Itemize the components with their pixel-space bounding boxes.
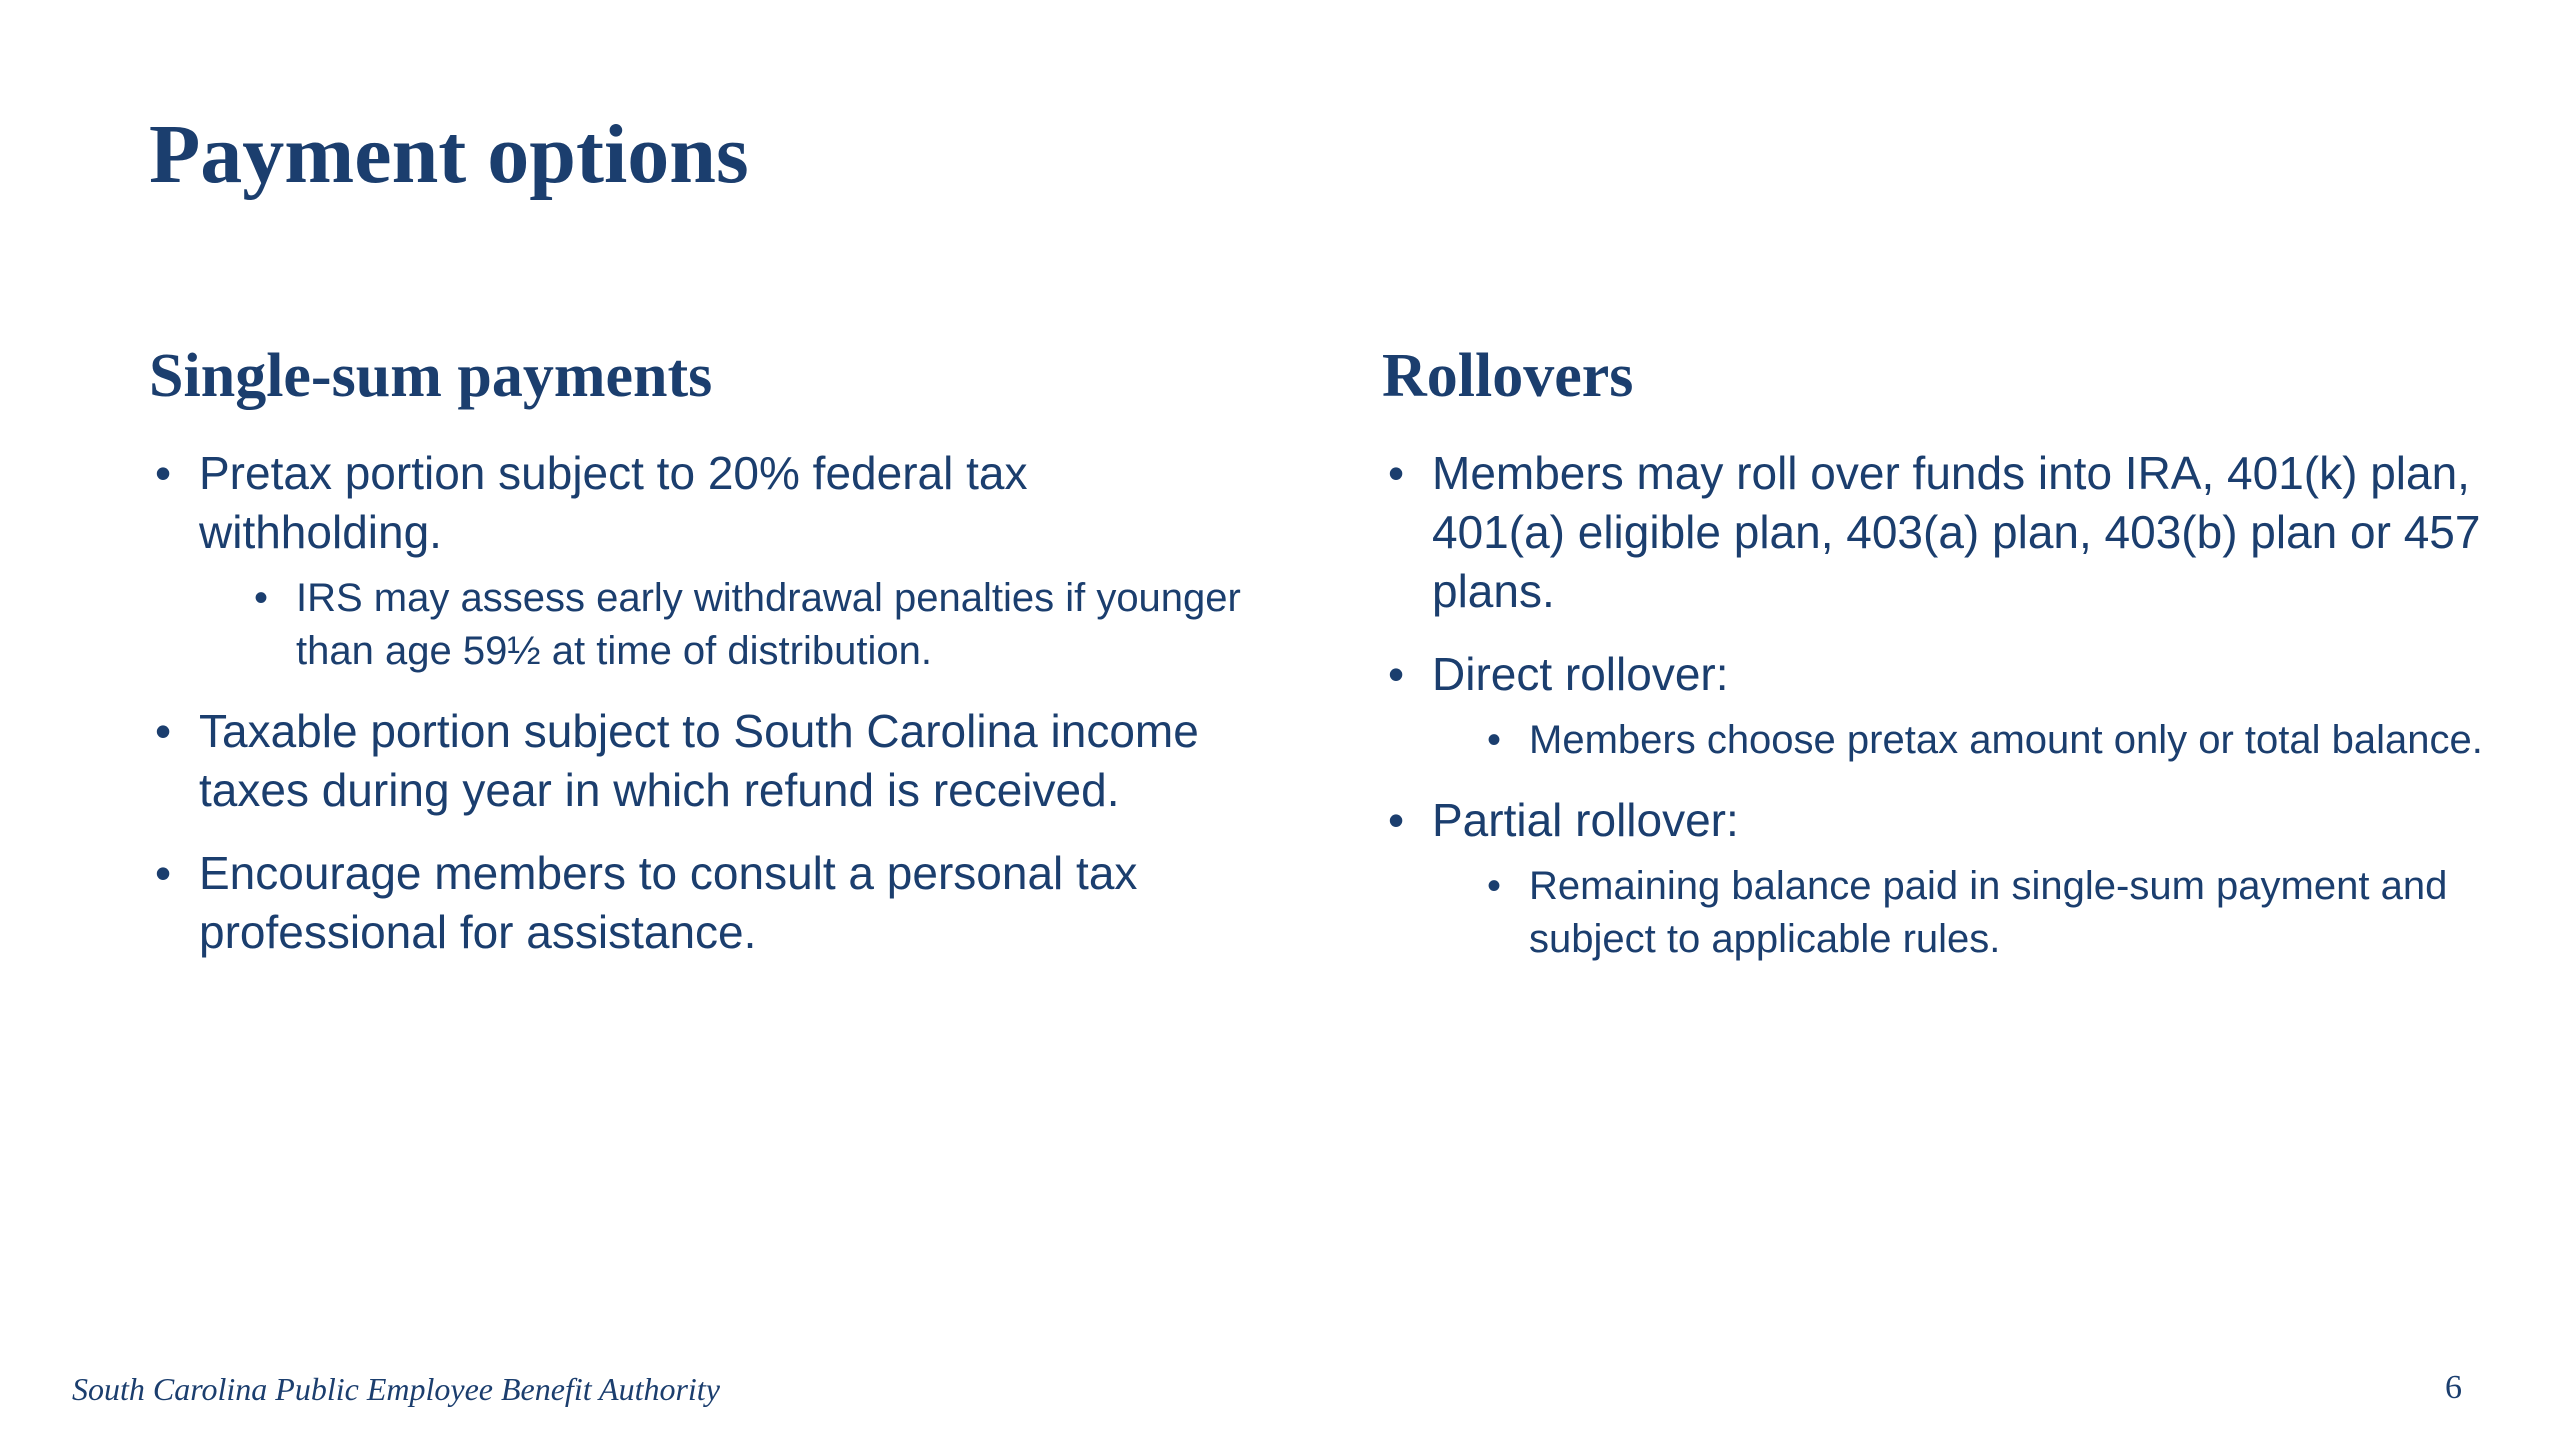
bullet-marker: •	[155, 846, 172, 899]
sub-list-item	[249, 572, 1279, 678]
page-number: 6	[2445, 1369, 2462, 1406]
sub-list-item-text: Members choose pretax amount only or total balance.	[1529, 717, 2483, 762]
list-item	[149, 844, 1279, 962]
sub-bullet-list	[199, 572, 1279, 678]
list-item-text: Partial rollover:	[1432, 793, 1739, 846]
bullet-marker: •	[254, 575, 269, 620]
list-item-text: Taxable portion subject to South Carolina income taxes during year in which refund is received.	[199, 704, 1199, 816]
sub-list-item-text: Remaining balance paid in single-sum payment and subject to applicable rules.	[1529, 863, 2448, 961]
list-item	[1382, 791, 2512, 966]
left-column	[149, 338, 1279, 986]
bullet-marker: •	[1388, 446, 1405, 499]
sub-list-item	[1482, 860, 2512, 966]
left-bullet-list	[149, 444, 1279, 962]
list-item-text: Members may roll over funds into IRA, 401(k) plan, 401(a) eligible plan, 403(a) plan, 403(b) plan or 457 plans.	[1432, 446, 2481, 617]
list-item	[149, 702, 1279, 820]
footer-organization: South Carolina Public Employee Benefit Authority	[72, 1371, 720, 1407]
list-item-text: Direct rollover:	[1432, 647, 1729, 700]
bullet-marker: •	[1388, 793, 1405, 846]
list-item	[1382, 444, 2512, 621]
right-column-heading: Rollovers	[1382, 342, 1634, 410]
sub-bullet-list	[1432, 860, 2512, 966]
list-item	[149, 444, 1279, 678]
list-item-text: Encourage members to consult a personal tax professional for assistance.	[199, 846, 1138, 958]
right-bullet-list	[1382, 444, 2512, 966]
left-column-heading: Single-sum payments	[149, 342, 713, 410]
bullet-marker: •	[1388, 647, 1405, 700]
bullet-marker: •	[155, 446, 172, 499]
bullet-marker: •	[155, 704, 172, 757]
right-column	[1382, 338, 2512, 990]
list-item-text: Pretax portion subject to 20% federal tax withholding.	[199, 446, 1028, 558]
slide-title: Payment options	[149, 108, 749, 201]
sub-bullet-list	[1432, 714, 2512, 767]
sub-list-item	[1482, 714, 2512, 767]
bullet-marker: •	[1487, 717, 1502, 762]
sub-list-item-text: IRS may assess early withdrawal penalties if younger than age 59½ at time of distribution.	[296, 575, 1241, 673]
bullet-marker: •	[1487, 863, 1502, 908]
list-item	[1382, 645, 2512, 767]
